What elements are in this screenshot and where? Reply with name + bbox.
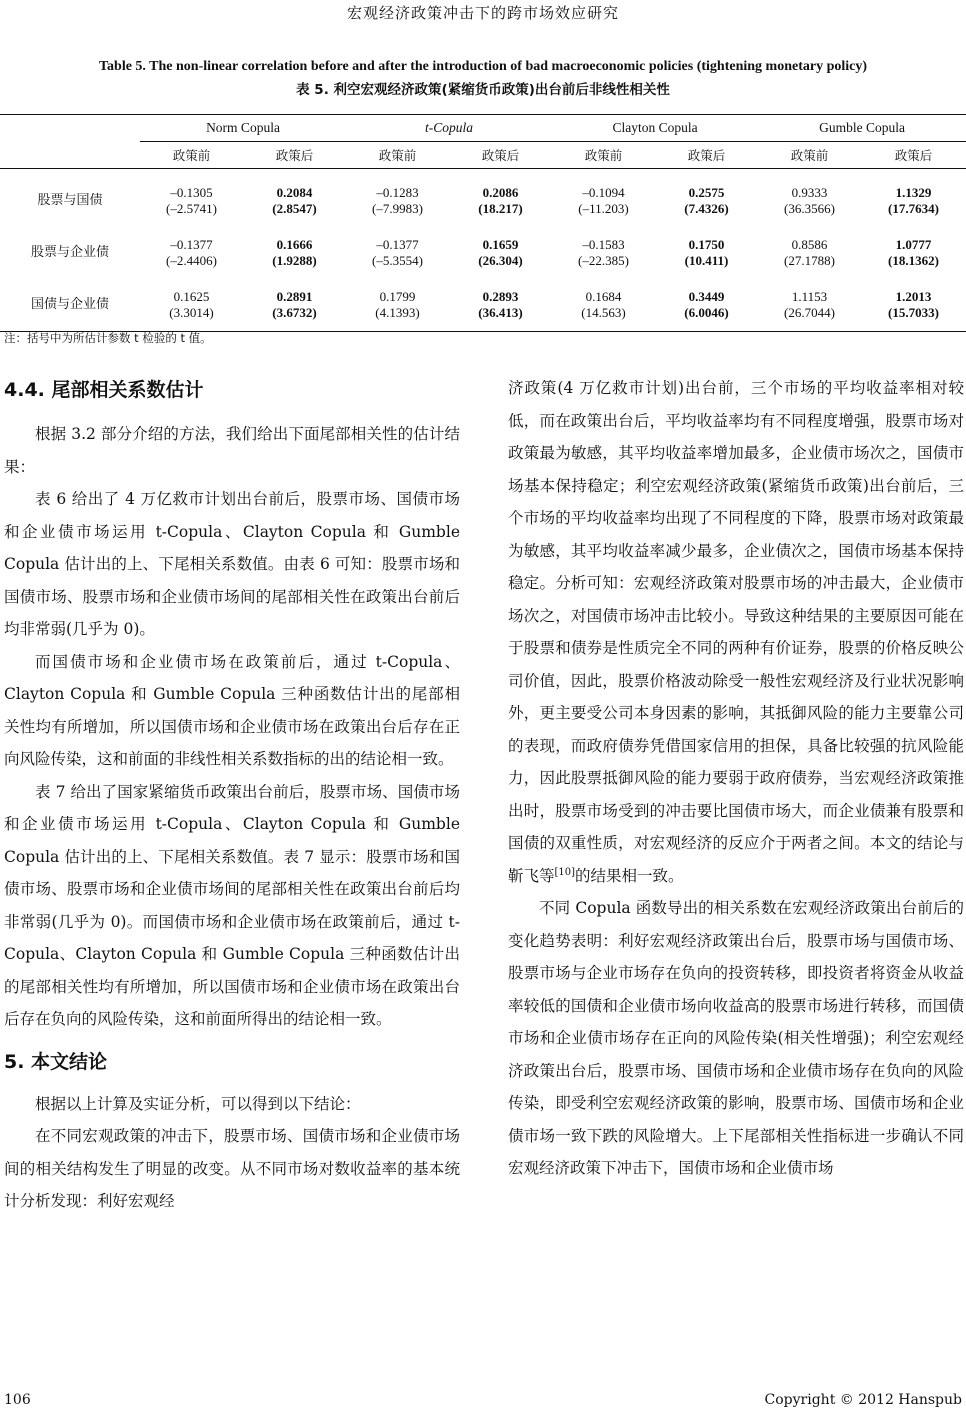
table-cell: –0.1377 (–2.4406) [166,237,217,268]
table-cell: 0.3449 (6.0046) [655,279,758,332]
table-cell: –0.1583 (–22.385) [578,237,629,268]
table-cell: 0.2084 (2.8547) [272,185,317,216]
header-before: 政策前 [346,142,449,169]
table-cell: 0.2893 (36.413) [449,279,552,332]
paragraph: 在不同宏观政策的冲击下，股票市场、国债市场和企业债市场间的相关结构发生了明显的改变。从不同市场对数收益率的基本统计分析发现：利好宏观经 [4,1127,460,1210]
paragraph: 而国债市场和企业债市场在政策前后，通过 t-Copula、Clayton Copula 和 Gumble Copula 三种函数估计出的尾部相关性均有所增加，所以国债市场和企业债市场在政策出台后存在正向风险传染，这和前面的非线性相关系数指标的出的结论相一致。 [4,652,460,768]
table-cell: 1.1329 (17.7634) [888,185,939,216]
table-row [0,279,966,332]
right-column [508,372,964,1185]
table-header-row-copulas [0,115,966,142]
table-row [0,169,966,228]
header-before: 政策前 [758,142,861,169]
left-column [4,372,460,1218]
table-cell: 0.1625 (3.3014) [140,279,243,332]
table-cell: 0.1799 (4.1393) [346,279,449,332]
header-t-copula: t-Copula [346,115,552,142]
page-number: 106 [4,1392,31,1408]
table-cell: 0.2086 (18.217) [478,185,523,216]
table-cell: 1.0777 (18.1362) [888,237,939,268]
table-cell: –0.1305 (–2.5741) [166,185,217,216]
paragraph: 表 7 给出了国家紧缩货币政策出台前后，股票市场、国债市场和企业债市场运用 t-Copula、Clayton Copula 和 Gumble Copula 估计出的上、下尾相关系数值。表 7 显示：股票市场和国债市场、股票市场和企业债市场间的尾部相关性在政策出台前后均非常弱(几乎为 0)。而国债市场和企业债市场在政策前后，通过 t-Copula、Clayton Copula 和 Gumble Copula 三种函数估计出的尾部相关性均有所增加，所以国债市场和企业债市场在政策出台后存在负向的风险传染，这和前面所得出的结论相一致。 [4,782,460,1028]
header-after: 政策后 [243,142,346,169]
header-norm-copula: Norm Copula [140,115,346,142]
paragraph-text: 济政策(4 万亿救市计划)出台前，三个市场的平均收益率相对较低，而在政策出台后，平均收益率均有不同程度增强，股票市场对政策最为敏感，其平均收益率增加最多，企业债市场次之，国债市场基本保持稳定；利空宏观经济政策(紧缩货币政策)出台前后，三个市场的平均收益率均出现了不同程度的下降，股票市场对政策最为敏感，其平均收益率减少最多，企业债次之，国债市场基本保持稳定。分析可知：宏观经济政策对股票市场的冲击最大，企业债市场次之，对国债市场冲击比较小。导致这种结果的主要原因可能在于股票和债券是性质完全不同的两种有价证券，股票的价格反映公司价值，因此，股票价格波动除受一般性宏观经济及行业状况影响外，更主要受公司本身因素的影响，其抵御风险的能力主要靠公司的表现，而政府债券凭借国家信用的担保，具备比较强的抗风险能力，因此股票抵御风险的能力要弱于政府债券，当宏观经济政策推出时，股票市场受到的冲击要比国债市场大，而企业债兼有股票和国债的双重性质，对宏观经济的反应介于两者之间。本文的结论与靳飞等 [508,379,964,885]
table-cell: 0.8586 (27.1788) [784,237,835,268]
table-cell: 0.1666 (1.9288) [272,237,317,268]
table-caption-en: Table 5. The non-linear correlation before and after the introduction of bad macroeconomic policies (tightening monetary policy) [98,59,868,74]
section-heading-5: 5. 本文结论 [4,1050,108,1073]
header-after: 政策后 [449,142,552,169]
table-cell: 0.9333 (36.3566) [784,185,835,216]
table-cell: 1.1153 (26.7044) [758,279,861,332]
table-cell: 0.1684 (14.563) [552,279,655,332]
paragraph: 表 6 给出了 4 万亿救市计划出台前后，股票市场、国债市场和企业债市场运用 t-Copula、Clayton Copula 和 Gumble Copula 估计出的上、下尾相关系数值。由表 6 可知：股票市场和国债市场、股票市场和企业债市场间的尾部相关性在政策出台前后均非常弱(几乎为 0)。 [4,490,460,638]
table-cell: –0.1377 (–5.3554) [372,237,423,268]
header-gumble-copula: Gumble Copula [758,115,966,142]
table-note: 注：括号中为所估计参数 t 检验的 t 值。 [4,331,212,345]
running-header: 宏观经济政策冲击下的跨市场效应研究 [346,4,619,22]
header-clayton-copula: Clayton Copula [552,115,758,142]
table-cell: –0.1094 (–11.203) [578,185,629,216]
table-caption-zh: 表 5. 利空宏观经济政策(紧缩货币政策)出台前后非线性相关性 [296,82,670,98]
correlation-table [0,114,966,332]
paragraph: 不同 Copula 函数导出的相关系数在宏观经济政策出台前后的变化趋势表明：利好宏观经济政策出台后，股票市场与国债市场、股票市场与企业市场存在负向的投资转移，即投资者将资金从收益率较低的国债和企业债市场向收益高的股票市场进行转移，而国债市场和企业债市场存在正向的风险传染(相关性增强)；利空宏观经济政策出台后，股票市场、国债市场和企业债市场存在负向的风险传染，即受利空宏观经济政策的影响，股票市场、国债市场和企业债市场一致下跌的风险增大。上下尾部相关性指标进一步确认不同宏观经济政策下冲击下，国债市场和企业债市场 [508,899,964,1177]
table-row [0,227,966,279]
table-cell: 0.2575 (7.4326) [684,185,729,216]
row-label: 股票与国债 [37,193,103,208]
table-header-row-periods [0,142,966,169]
row-label: 股票与企业债 [30,245,109,260]
table-cell: 0.2891 (3.6732) [243,279,346,332]
table-cell: 0.1750 (10.411) [684,237,729,268]
paragraph: 根据 3.2 部分介绍的方法，我们给出下面尾部相关性的估计结果： [4,425,460,476]
header-empty-cell [0,142,140,169]
row-label: 国债与企业债 [0,279,140,332]
header-before: 政策前 [552,142,655,169]
paragraph-tail: 的结果相一致。 [575,866,684,885]
header-after: 政策后 [655,142,758,169]
paragraph [508,372,964,892]
section-heading-4-4: 4.4. 尾部相关系数估计 [4,379,204,401]
table-cell: –0.1283 (–7.9983) [372,185,423,216]
header-before: 政策前 [140,142,243,169]
table-cell: 1.2013 (15.7033) [861,279,966,332]
copyright: Copyright © 2012 Hanspub [764,1392,962,1408]
correlation-table-wrap [0,114,966,332]
citation-ref[interactable]: [10] [554,866,576,878]
header-after: 政策后 [861,142,966,169]
header-empty-cell [0,115,140,142]
table-cell: 0.1659 (26.304) [478,237,523,268]
paragraph: 根据以上计算及实证分析，可以得到以下结论： [35,1094,361,1113]
